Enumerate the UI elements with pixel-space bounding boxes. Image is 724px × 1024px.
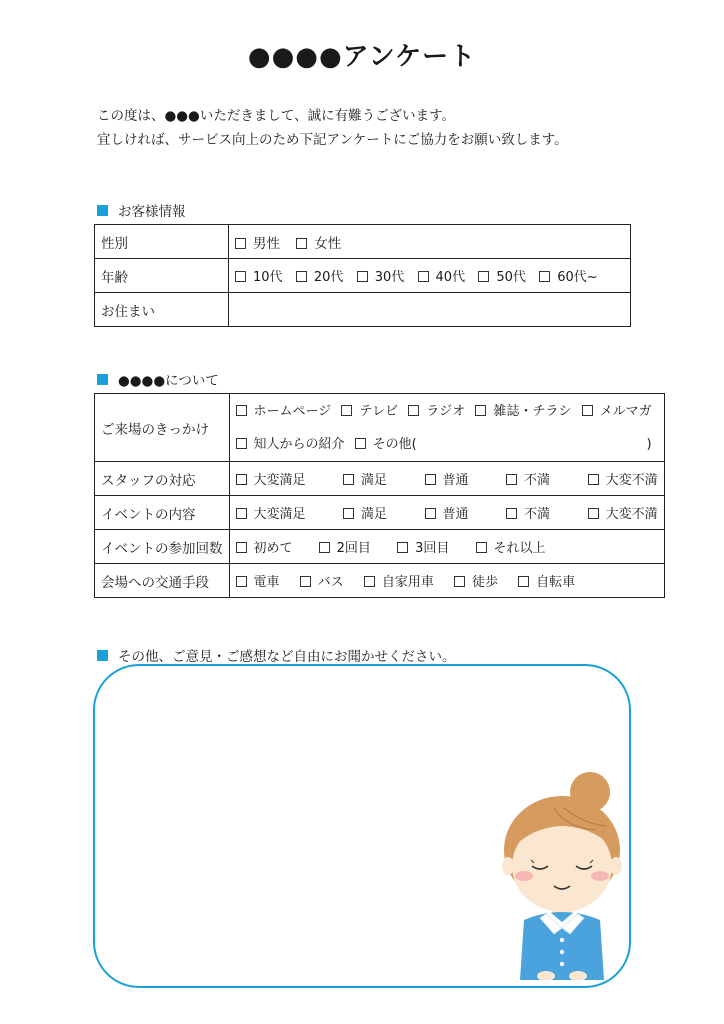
event-content-option[interactable]: 大変不満 xyxy=(588,503,658,522)
about-table xyxy=(94,393,665,598)
checkbox-icon[interactable] xyxy=(343,508,354,519)
trigger-options-line-2 xyxy=(236,428,658,461)
table-row xyxy=(95,564,665,598)
staff-option[interactable]: 満足 xyxy=(343,469,387,488)
checkbox-icon[interactable] xyxy=(296,271,307,282)
checkbox-icon[interactable] xyxy=(357,271,368,282)
table-row xyxy=(95,496,665,530)
checkbox-icon[interactable] xyxy=(539,271,550,282)
transport-option[interactable]: バス xyxy=(300,571,344,590)
staff-option[interactable]: 普通 xyxy=(425,469,469,488)
table-row xyxy=(95,225,631,259)
row-label-gender: 性別 xyxy=(95,225,229,259)
row-label-transport: 会場への交通手段 xyxy=(95,564,230,598)
age-option[interactable]: 10代 xyxy=(235,266,283,285)
age-option[interactable]: 20代 xyxy=(296,266,344,285)
section-heading-text: お客様情報 xyxy=(118,204,186,220)
transport-option[interactable]: 自転車 xyxy=(518,571,575,590)
staff-option[interactable]: 不満 xyxy=(506,469,550,488)
section-heading-text: その他、ご意見・ご感想など自由にお聞かせください。 xyxy=(118,649,456,665)
gender-option[interactable]: 男性 xyxy=(235,232,280,252)
age-option[interactable]: 50代 xyxy=(478,266,526,285)
checkbox-icon[interactable] xyxy=(506,508,517,519)
row-label-participation: イベントの参加回数 xyxy=(95,530,230,564)
trigger-options xyxy=(229,394,664,462)
checkbox-icon[interactable] xyxy=(236,405,247,416)
age-options xyxy=(229,259,631,293)
trigger-option[interactable]: 雑誌・チラシ xyxy=(475,395,571,428)
row-label-trigger: ご来場のきっかけ xyxy=(95,394,230,462)
participation-option[interactable]: 初めて xyxy=(236,537,293,556)
checkbox-icon[interactable] xyxy=(236,576,247,587)
event-content-options xyxy=(229,496,664,530)
event-content-option[interactable]: 大変満足 xyxy=(236,503,306,522)
customer-info-table xyxy=(94,224,631,327)
age-option[interactable]: 30代 xyxy=(357,266,405,285)
trigger-option[interactable]: ラジオ xyxy=(408,395,465,428)
row-label-staff: スタッフの対応 xyxy=(95,462,230,496)
section-comments-heading xyxy=(97,645,456,665)
age-option[interactable]: 60代~ xyxy=(539,266,597,285)
transport-option[interactable]: 電車 xyxy=(236,571,280,590)
row-label-event-content: イベントの内容 xyxy=(95,496,230,530)
event-content-option[interactable]: 不満 xyxy=(506,503,550,522)
checkbox-icon[interactable] xyxy=(355,438,366,449)
checkbox-icon[interactable] xyxy=(235,238,246,249)
checkbox-icon[interactable] xyxy=(588,474,599,485)
table-row xyxy=(95,530,665,564)
row-label-age: 年齢 xyxy=(95,259,229,293)
section-marker-icon xyxy=(97,650,108,661)
section-about-heading xyxy=(97,369,219,389)
checkbox-icon[interactable] xyxy=(418,271,429,282)
checkbox-icon[interactable] xyxy=(343,474,354,485)
checkbox-icon[interactable] xyxy=(582,405,593,416)
address-field[interactable] xyxy=(229,293,631,327)
participation-option[interactable]: それ以上 xyxy=(476,537,546,556)
other-close-paren: ) xyxy=(646,436,652,452)
participation-option[interactable]: 3回目 xyxy=(397,537,449,556)
transport-options xyxy=(229,564,664,598)
intro-line-1: この度は、●●●いただきまして、誠に有難うございます。 xyxy=(97,108,455,124)
event-content-option[interactable]: 満足 xyxy=(343,503,387,522)
checkbox-icon[interactable] xyxy=(478,271,489,282)
participation-option[interactable]: 2回目 xyxy=(319,537,371,556)
checkbox-icon[interactable] xyxy=(425,508,436,519)
checkbox-icon[interactable] xyxy=(506,474,517,485)
checkbox-icon[interactable] xyxy=(476,542,487,553)
table-row xyxy=(95,394,665,462)
checkbox-icon[interactable] xyxy=(408,405,419,416)
checkbox-icon[interactable] xyxy=(236,438,247,449)
row-label-address: お住まい xyxy=(95,293,229,327)
trigger-option[interactable]: メルマガ xyxy=(582,395,652,428)
trigger-option-other[interactable]: その他( xyxy=(355,428,417,461)
trigger-option[interactable]: ホームページ xyxy=(236,395,332,428)
checkbox-icon[interactable] xyxy=(518,576,529,587)
section-heading-text: ●●●●について xyxy=(118,373,219,389)
checkbox-icon[interactable] xyxy=(454,576,465,587)
gender-option[interactable]: 女性 xyxy=(296,232,341,252)
checkbox-icon[interactable] xyxy=(296,238,307,249)
trigger-option[interactable]: 知人からの紹介 xyxy=(236,428,345,461)
table-row xyxy=(95,293,631,327)
section-marker-icon xyxy=(97,205,108,216)
checkbox-icon[interactable] xyxy=(235,271,246,282)
checkbox-icon[interactable] xyxy=(236,474,247,485)
bowing-staff-illustration-icon xyxy=(494,768,626,980)
age-option[interactable]: 40代 xyxy=(418,266,466,285)
checkbox-icon[interactable] xyxy=(425,474,436,485)
page-title: ●●●●アンケート xyxy=(247,42,477,72)
checkbox-icon[interactable] xyxy=(236,542,247,553)
staff-options xyxy=(229,462,664,496)
trigger-option[interactable]: テレビ xyxy=(341,395,398,428)
gender-options xyxy=(229,225,631,259)
trigger-options-line-1 xyxy=(236,395,658,428)
transport-option[interactable]: 自家用車 xyxy=(364,571,434,590)
checkbox-icon[interactable] xyxy=(319,542,330,553)
checkbox-icon[interactable] xyxy=(236,508,247,519)
staff-option[interactable]: 大変不満 xyxy=(588,469,658,488)
section-marker-icon xyxy=(97,374,108,385)
checkbox-icon[interactable] xyxy=(397,542,408,553)
intro-line-2: 宜しければ、サービス向上のため下記アンケートにご協力をお願い致します。 xyxy=(97,132,568,148)
section-customer-info-heading xyxy=(97,200,186,220)
checkbox-icon[interactable] xyxy=(300,576,311,587)
transport-option[interactable]: 徒歩 xyxy=(454,571,498,590)
intro-text xyxy=(97,104,568,152)
staff-option[interactable]: 大変満足 xyxy=(236,469,306,488)
checkbox-icon[interactable] xyxy=(588,508,599,519)
table-row xyxy=(95,259,631,293)
checkbox-icon[interactable] xyxy=(475,405,486,416)
checkbox-icon[interactable] xyxy=(364,576,375,587)
participation-options xyxy=(229,530,664,564)
checkbox-icon[interactable] xyxy=(341,405,352,416)
table-row xyxy=(95,462,665,496)
event-content-option[interactable]: 普通 xyxy=(425,503,469,522)
